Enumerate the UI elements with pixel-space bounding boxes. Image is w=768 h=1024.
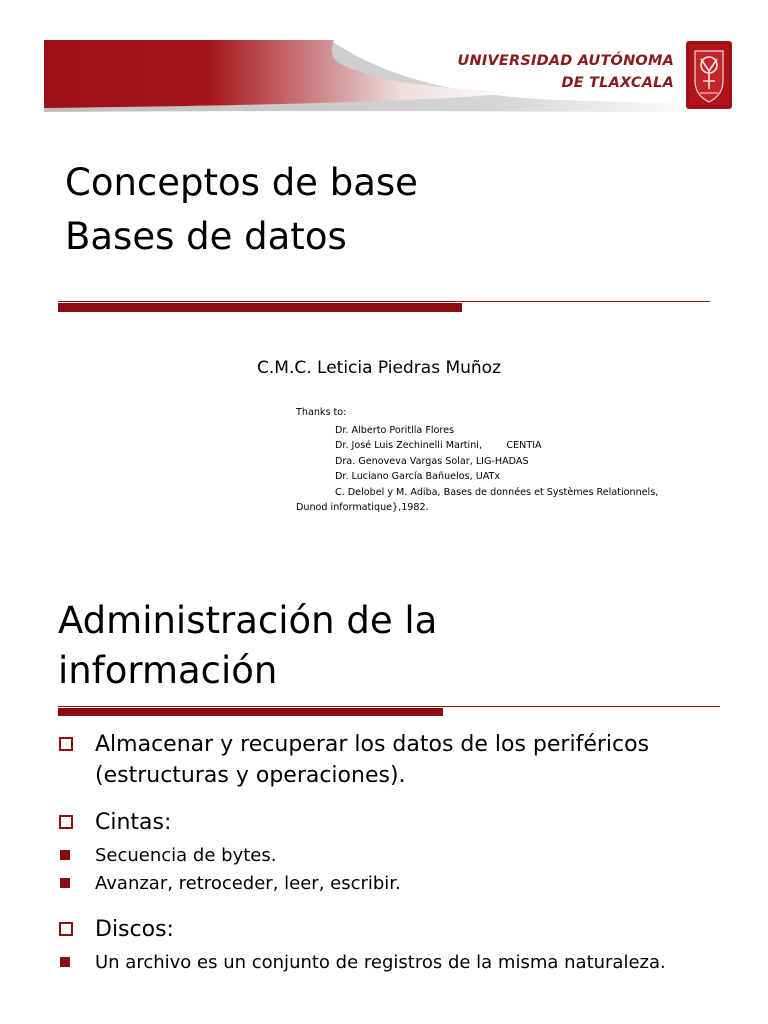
- divider-thick-bar: [58, 708, 443, 716]
- university-name-line2: DE TLAXCALA: [561, 75, 674, 91]
- acknowledgement-item: Dr. Luciano García Bañuelos, UATx: [335, 471, 501, 482]
- content-slide-heading: [58, 596, 437, 696]
- sub-bullet-item: [58, 842, 738, 870]
- title-line2: Bases de datos: [65, 215, 347, 258]
- title-divider: [58, 301, 710, 312]
- sub-bullet-item: [58, 949, 738, 977]
- filled-square-bullet-icon: [60, 850, 70, 860]
- heading-divider: [58, 706, 720, 716]
- acknowledgement-item: Dra. Genoveva Vargas Solar, LIG-HADAS: [335, 455, 529, 467]
- sub-bullet-text: Un archivo es un conjunto de registros de la misma naturaleza.: [95, 952, 666, 973]
- hollow-square-bullet-icon: [59, 815, 73, 829]
- bullet-item: [58, 729, 738, 791]
- divider-thin-line: [58, 706, 720, 707]
- bullet-text: Discos:: [95, 917, 174, 942]
- content-slide: [0, 566, 768, 1024]
- acknowledgement-item: Dr. José Luis Zechinelli Martini, CENTIA: [335, 440, 542, 451]
- sub-bullet-text: Avanzar, retroceder, leer, escribir.: [95, 873, 401, 894]
- hollow-square-bullet-icon: [59, 737, 73, 751]
- sub-bullet-text: Secuencia de bytes.: [95, 845, 277, 866]
- bullet-item: [58, 914, 738, 977]
- acknowledgements-heading: Thanks to:: [296, 407, 347, 418]
- divider-thin-line: [58, 301, 710, 302]
- bullet-text: Cintas:: [95, 810, 172, 835]
- filled-square-bullet-icon: [60, 878, 70, 888]
- title-slide-heading: [65, 156, 418, 264]
- hollow-square-bullet-icon: [59, 922, 73, 936]
- bullet-list: [58, 729, 738, 993]
- author-name: C.M.C. Leticia Piedras Muñoz: [257, 358, 501, 378]
- title-line1: Conceptos de base: [65, 161, 418, 204]
- university-name: [458, 50, 674, 94]
- filled-square-bullet-icon: [60, 957, 70, 967]
- heading-line1: Administración de la: [58, 599, 438, 642]
- sub-bullet-list: [58, 842, 738, 898]
- heading-line2: información: [58, 649, 278, 692]
- acknowledgements: [296, 405, 658, 516]
- divider-thick-bar: [58, 303, 462, 312]
- sub-bullet-item: [58, 870, 738, 898]
- university-crest-icon: [686, 41, 732, 109]
- bullet-text: Almacenar y recuperar los datos de los periféricos (estructuras y operaciones).: [95, 732, 650, 788]
- acknowledgement-item: Dr. Alberto Poritlla Flores: [335, 424, 455, 436]
- acknowledgement-item: C. Delobel y M. Adiba, Bases de données et Systèmes Relationnels,: [335, 486, 659, 498]
- university-name-line1: UNIVERSIDAD AUTÓNOMA: [457, 53, 674, 69]
- acknowledgement-item-tail: Dunod informatique},1982.: [296, 502, 429, 513]
- bullet-item: [58, 807, 738, 898]
- sub-bullet-list: [58, 949, 738, 977]
